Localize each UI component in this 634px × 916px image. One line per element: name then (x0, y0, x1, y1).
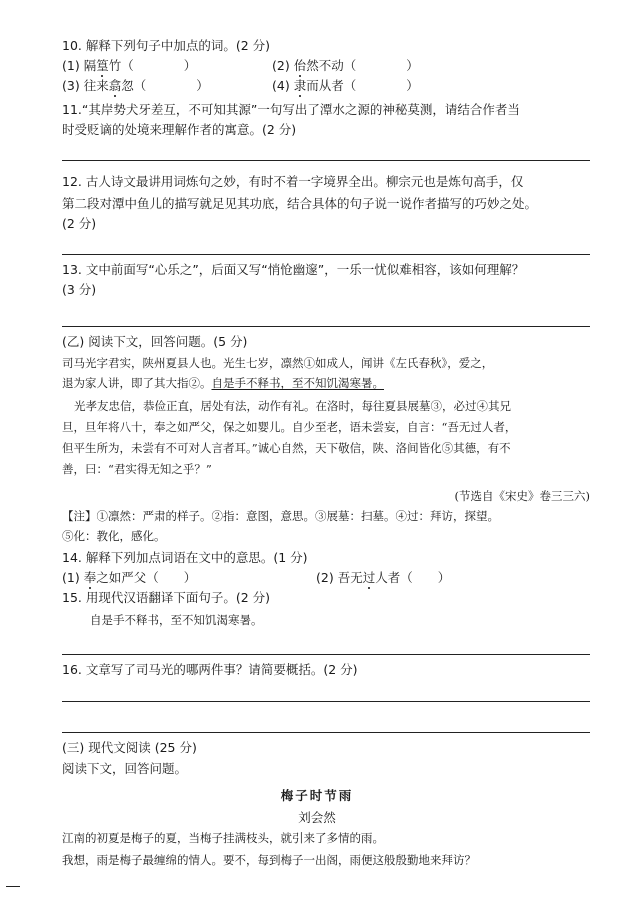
q14-item-1: 奉之如严父（ ） (83, 570, 197, 585)
q15-stem: 15. 用现代汉语翻译下面句子。(2 分) (62, 590, 271, 605)
q14-stem: 14. 解释下列加点词语在文中的意思。(1 分) (62, 550, 308, 565)
passage-p2-line-1: 光孝友忠信，恭俭正直，居处有法，动作有礼。在洛时，每往夏县展墓③，必过④其兄 (74, 399, 511, 413)
passage-p2-line-3: 但平生所为，未尝有不可对人言者耳。”诚心自然，天下敬信，陕、洛间皆化⑤其德，有不 (62, 441, 511, 455)
q16-answer-line-1[interactable] (62, 701, 590, 702)
q12-line-1: 12. 古人诗文最讲用词炼句之妙，有时不着一字境界全出。柳宗元也是炼句高手，仅 (62, 174, 524, 189)
q10-item-1: 隔篁竹（ ） (83, 58, 197, 73)
q15-answer-line[interactable] (62, 654, 590, 655)
essay-p1: 江南的初夏是梅子的夏，当梅子挂满枝头，就引来了多情的雨。 (62, 831, 384, 845)
q12-line-3: (2 分) (62, 216, 97, 231)
q12-line-2: 第二段对潭中鱼儿的描写就足见其功底，结合具体的句子说一说作者描写的巧妙之处。 (62, 196, 538, 211)
q10-item-2: 佁然不动（ ） (293, 58, 419, 73)
passage-p2-line-2: 旦，旦年将八十，奉之如严父，保之如婴儿。自少至老，语未尝妄，自言：“吾无过人者， (62, 420, 517, 434)
q11-answer-line[interactable] (62, 160, 590, 161)
part-three-instruction: 阅读下文，回答问题。 (62, 761, 188, 776)
q10-item-4: 隶而从者（ ） (293, 78, 419, 93)
note-line-1: 【注】①凛然：严肃的样子。②指：意图，意思。③展墓：扫墓。④过：拜访，探望。 (62, 509, 499, 523)
underlined-sentence: 自是手不释书，至不知饥渴寒暑。 (211, 376, 384, 390)
q11-line-2: 时受贬谪的处境来理解作者的寓意。(2 分) (62, 122, 297, 137)
part-three-heading: (三) 现代文阅读 (25 分) (62, 740, 197, 755)
passage-p1-line-1: 司马光字君实，陕州夏县人也。光生七岁，凛然①如成人，闻讲《左氏春秋》，爱之， (62, 356, 494, 370)
part-b-heading: (乙) 阅读下文，回答问题。(5 分) (62, 334, 248, 349)
passage-source: (节选自《宋史》卷三三六) (454, 489, 590, 503)
note-line-2: ⑤化：教化，感化。 (62, 529, 166, 543)
q10-stem: 10. 解释下列句子中加点的词。(2 分) (62, 38, 271, 53)
q13-line-2: (3 分) (62, 282, 97, 297)
q15-sentence: 自是手不释书，至不知饥渴寒暑。 (90, 613, 263, 627)
q13-line-1: 13. 文中前面写“心乐之”，后面又写“悄怆幽邃”，一乐一忧似难相容，该如何理解？ (62, 262, 525, 277)
essay-title: 梅子时节雨 (280, 788, 354, 803)
q12-answer-line[interactable] (62, 254, 590, 255)
passage-p1-line-2: 退为家人讲，即了其大指②。自是手不释书，至不知饥渴寒暑。 (62, 376, 384, 390)
passage-p2-line-4: 善，曰：“君实得无知之乎？” (62, 462, 212, 476)
q13-answer-line[interactable] (62, 326, 590, 327)
q11-line-1: 11.“其岸势犬牙差互，不可知其源”一句写出了潭水之源的神秘莫测，请结合作者当 (62, 102, 520, 117)
essay-p2: 我想，雨是梅子最缠绵的情人。要不，每到梅子一出阁，雨便这般殷勤地来拜访？ (62, 853, 476, 867)
essay-author: 刘会然 (298, 810, 336, 825)
q16-answer-line-2[interactable] (62, 732, 590, 733)
q16-stem: 16. 文章写了司马光的哪两件事？请简要概括。(2 分) (62, 662, 358, 677)
q14-item-2: 吾无过人者（ ） (337, 570, 451, 585)
page-edge-mark (6, 886, 20, 887)
q10-item-3: 往来翕忽（ ） (83, 78, 209, 93)
